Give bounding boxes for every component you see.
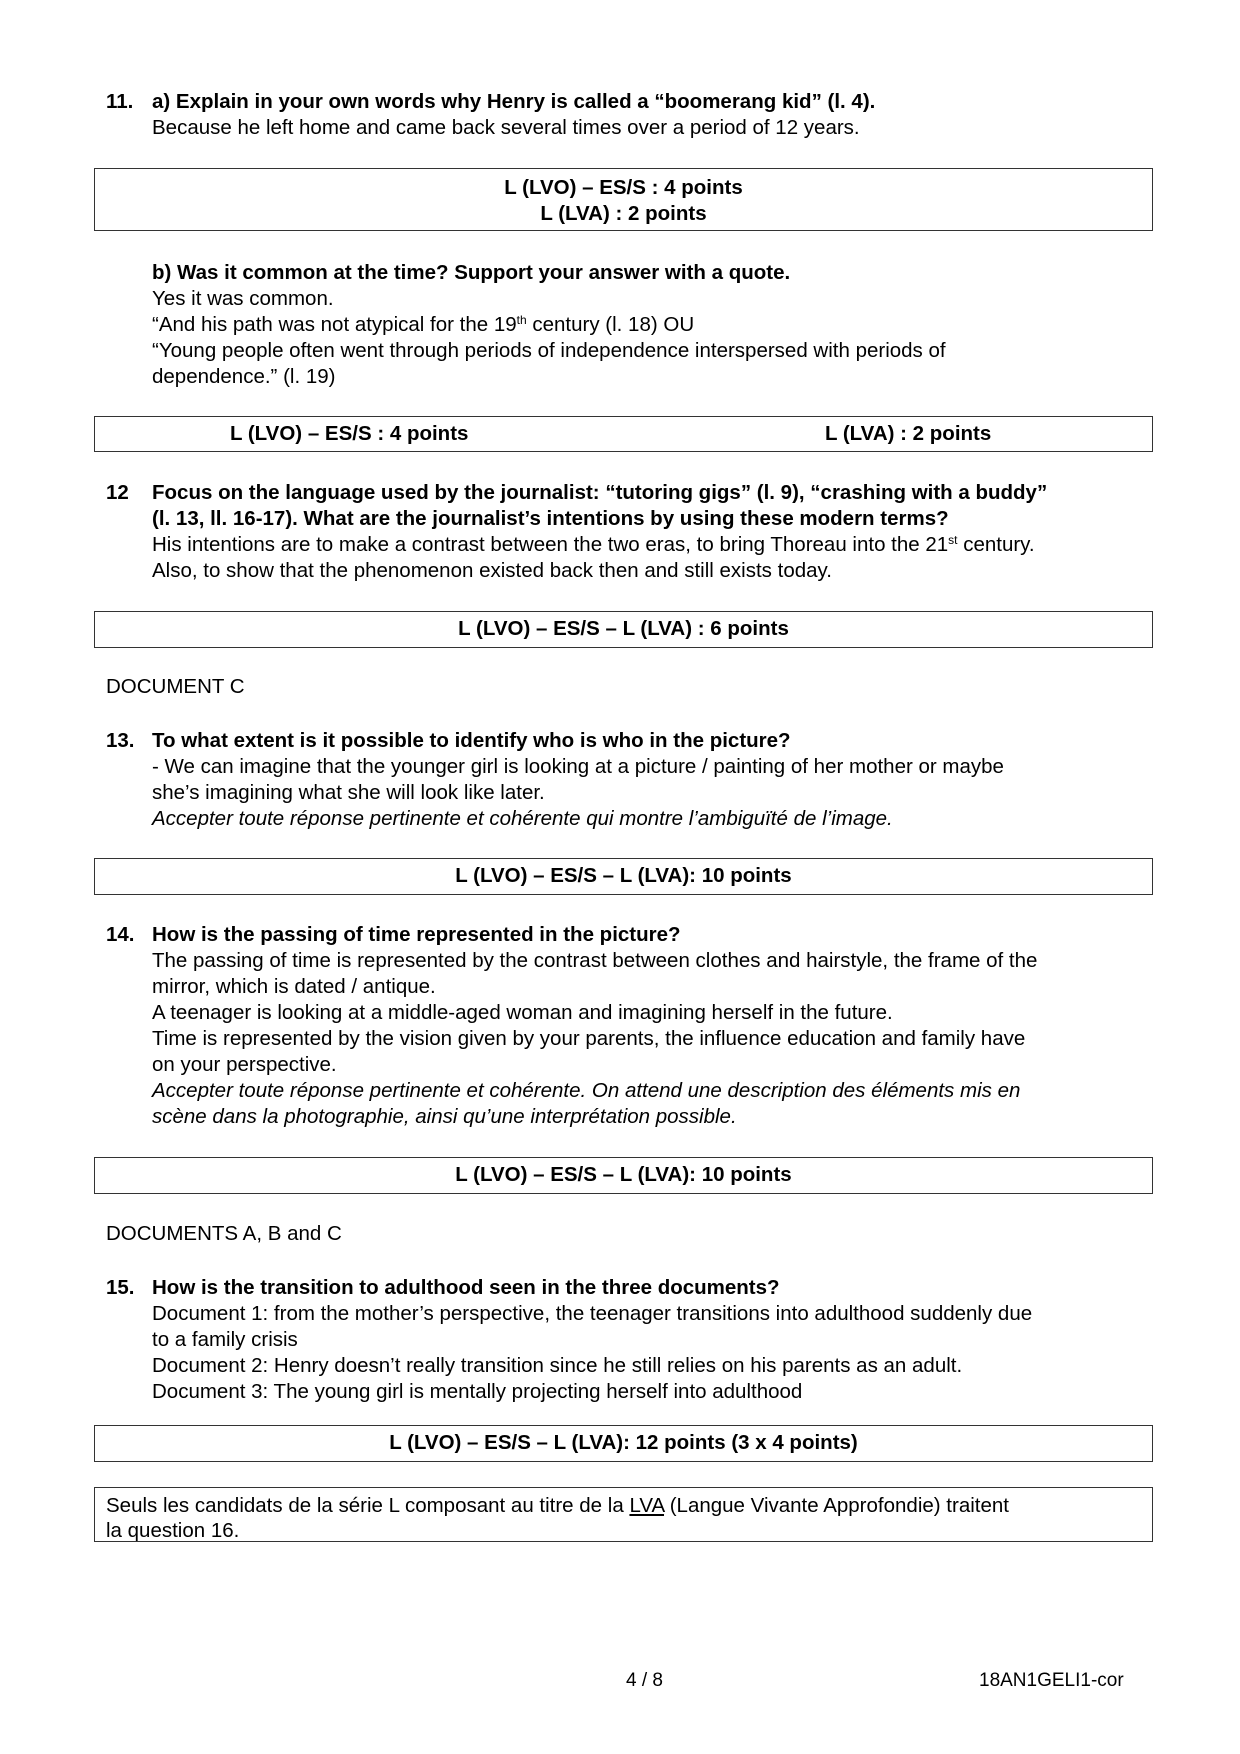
question-text: How is the passing of time represented in the picture? [152,923,681,946]
note-text: Seuls les candidats de la série L composant au titre de la [106,1494,630,1517]
answer-line: Document 2: Henry doesn’t really transition since he still relies on his parents as an adult. [152,1354,963,1377]
question-text: (l. 13, ll. 16-17) [152,507,293,530]
answer-line: to a family crisis [152,1328,298,1351]
answer-line: Yes it was common. [152,287,334,310]
answer-text: century. [957,533,1035,556]
grading-note: scène dans la photographie, ainsi qu’une interprétation possible. [152,1105,737,1128]
superscript: st [948,533,958,547]
answer-line: dependence.” (l. 19) [152,365,336,388]
answer-line: Time is represented by the vision given by your parents, the influence education and family have [152,1027,1026,1050]
question-number: 11. [106,90,134,113]
q11-b-question: b) Was it common at the time? Support your answer with a quote. [152,261,791,284]
answer-line: The passing of time is represented by the contrast between clothes and hairstyle, the frame of the [152,949,1038,972]
note-underlined: LVA [629,1494,665,1517]
answer-line: on your perspective. [152,1053,337,1076]
question-text: To what extent is it possible to identify who is who in the picture? [152,729,791,752]
q15-block [106,1275,1156,1405]
answer-line: Also, to show that the phenomenon existed back then and still exists today. [152,559,832,582]
q12-points-box: L (LVO) – ES/S – L (LVA) : 6 points [94,611,1153,648]
answer-line [106,532,1156,558]
question-text: a) Explain in your own words why Henry is called a “boomerang kid” (l. 4). [152,90,876,113]
q11-a-points-box [94,168,1153,231]
q11-a-question [106,89,1156,115]
q13-block [106,728,1156,832]
points-left: L (LVO) – ES/S : 4 points [230,422,469,445]
answer-line: mirror, which is dated / antique. [152,975,436,998]
answer-text: century (l. 18) OU [526,313,695,336]
document-code: 18AN1GELI1-cor [979,1670,1124,1691]
answer-line: A teenager is looking at a middle-aged woman and imagining herself in the future. [152,1001,893,1024]
grading-note: Accepter toute réponse pertinente et cohérente qui montre l’ambiguïté de l’image. [152,807,893,830]
q12-question [106,480,1156,584]
question-text: . What are the journalist’s intentions by using these modern terms? [292,507,949,530]
q15-points-box: L (LVO) – ES/S – L (LVA): 12 points (3 x 4 points) [94,1425,1153,1462]
note-text: (Langue Vivante Approfondie) traitent [664,1494,1009,1517]
answer-line [152,312,1202,338]
document-c-heading: DOCUMENT C [106,675,245,698]
q11-b-points-box [94,416,1153,452]
answer-text: His intentions are to make a contrast between the two eras, to bring Thoreau into the 21 [152,533,949,556]
answer-line: Document 1: from the mother’s perspective, the teenager transitions into adulthood suddenly due [152,1302,1033,1325]
q13-points-box: L (LVO) – ES/S – L (LVA): 10 points [94,858,1153,895]
question-number: 14. [106,923,135,946]
points-right: L (LVA) : 2 points [825,422,992,445]
points-line: L (LVO) – ES/S : 4 points [504,176,743,199]
points-line: L (LVA) : 2 points [540,202,707,225]
answer-line: she’s imagining what she will look like later. [152,781,545,804]
grading-note: Accepter toute réponse pertinente et cohérente. On attend une description des éléments mis en [152,1079,1021,1102]
answer-line: - We can imagine that the younger girl is looking at a picture / painting of her mother or maybe [152,755,1004,778]
answer-line: Document 3: The young girl is mentally projecting herself into adulthood [152,1380,803,1403]
question-number: 15. [106,1276,135,1299]
question-text: Focus on the language used by the journalist: “tutoring gigs” (l. 9), “crashing with a buddy” [152,481,1048,504]
q14-block [106,922,1156,1130]
documents-abc-heading: DOCUMENTS A, B and C [106,1222,342,1245]
q11-b-answer [106,286,1202,390]
q14-points-box: L (LVO) – ES/S – L (LVA): 10 points [94,1157,1153,1194]
lva-note-box [94,1487,1153,1542]
answer-text: “And his path was not atypical for the 19 [152,313,517,336]
answer-line: “Young people often went through periods of independence interspersed with periods of [152,339,946,362]
question-number: 13. [106,729,135,752]
superscript: th [516,313,527,327]
page-number: 4 / 8 [626,1670,663,1691]
q11-a-answer: Because he left home and came back several times over a period of 12 years. [152,116,860,139]
note-text: la question 16. [106,1519,240,1542]
question-text: How is the transition to adulthood seen in the three documents? [152,1276,780,1299]
question-number: 12 [106,481,129,504]
